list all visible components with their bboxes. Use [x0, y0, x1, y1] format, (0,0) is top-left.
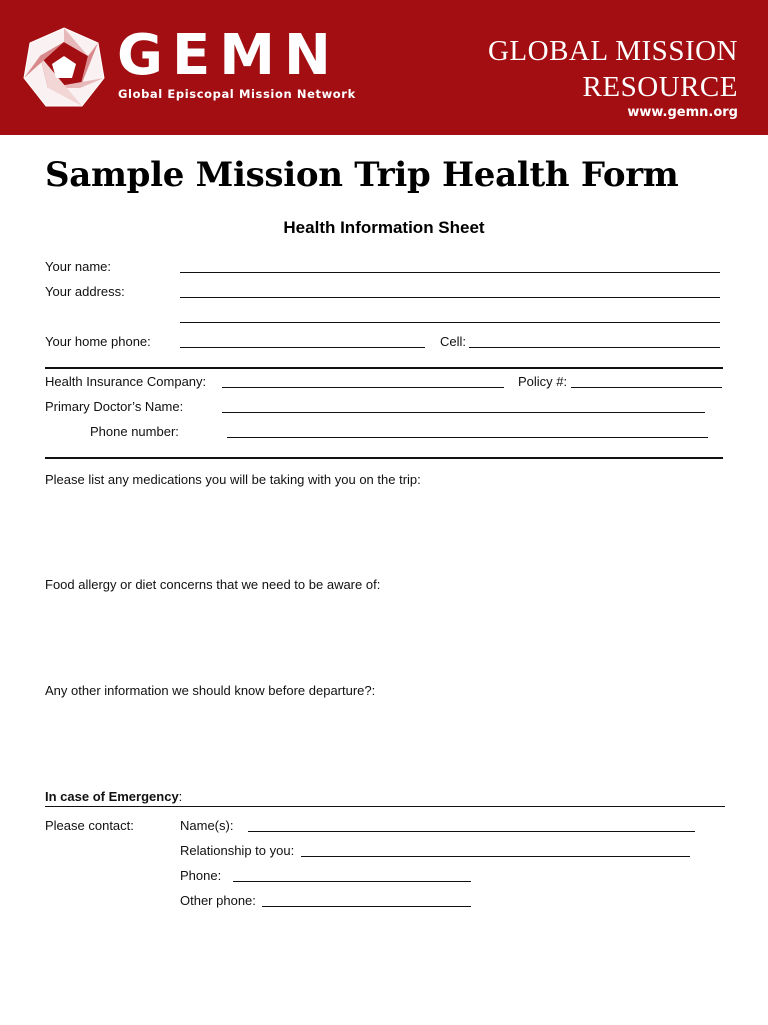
emergency-heading — [45, 789, 182, 804]
address-label: Your address: — [45, 284, 125, 299]
policy-label: Policy #: — [518, 374, 568, 389]
brand-wordmark: GEMN — [117, 23, 340, 88]
address-field-line1[interactable] — [180, 297, 720, 298]
emergency-heading-colon: : — [178, 789, 183, 804]
page-subtitle: Health Information Sheet — [283, 218, 485, 237]
home-phone-field[interactable] — [180, 347, 425, 348]
contact-other-phone-label: Other phone: — [180, 893, 256, 908]
page-title: Sample Mission Trip Health Form — [45, 155, 679, 195]
insurance-label: Health Insurance Company: — [45, 374, 207, 389]
contact-other-phone-field[interactable] — [262, 906, 471, 907]
doctor-phone-label: Phone number: — [90, 424, 179, 439]
insurance-field[interactable] — [222, 387, 504, 388]
contact-phone-field[interactable] — [233, 881, 471, 882]
doctor-field[interactable] — [222, 412, 705, 413]
name-label: Your name: — [45, 259, 112, 274]
emergency-divider — [45, 806, 725, 807]
geometric-star-logo-icon — [22, 26, 106, 110]
address-field-line2[interactable] — [180, 322, 720, 323]
contact-names-field[interactable] — [248, 831, 695, 832]
section-divider — [45, 457, 723, 459]
relationship-field[interactable] — [301, 856, 690, 857]
policy-field[interactable] — [571, 387, 722, 388]
medications-question: Please list any medications you will be taking with you on the trip: — [45, 472, 421, 487]
cell-field[interactable] — [469, 347, 720, 348]
doctor-phone-field[interactable] — [227, 437, 708, 438]
doctor-label: Primary Doctor’s Name: — [45, 399, 184, 414]
brand-full-name: Global Episcopal Mission Network — [118, 87, 356, 101]
home-phone-label: Your home phone: — [45, 334, 151, 349]
contact-names-label: Name(s): — [180, 818, 234, 833]
food-allergy-question: Food allergy or diet concerns that we need to be aware of: — [45, 577, 381, 592]
contact-phone-label: Phone: — [180, 868, 222, 883]
relationship-label: Relationship to you: — [180, 843, 295, 858]
cell-label: Cell: — [440, 334, 467, 349]
resource-title — [488, 33, 738, 105]
resource-title-line2: RESOURCE — [582, 71, 738, 103]
contact-label: Please contact: — [45, 818, 134, 833]
website-link[interactable]: www.gemn.org — [627, 105, 738, 120]
emergency-heading-text: In case of Emergency — [45, 789, 179, 804]
section-divider — [45, 367, 723, 369]
name-field[interactable] — [180, 272, 720, 273]
header-banner — [0, 0, 768, 135]
resource-title-line1: GLOBAL MISSION — [487, 35, 738, 67]
other-info-question: Any other information we should know before departure?: — [45, 683, 376, 698]
